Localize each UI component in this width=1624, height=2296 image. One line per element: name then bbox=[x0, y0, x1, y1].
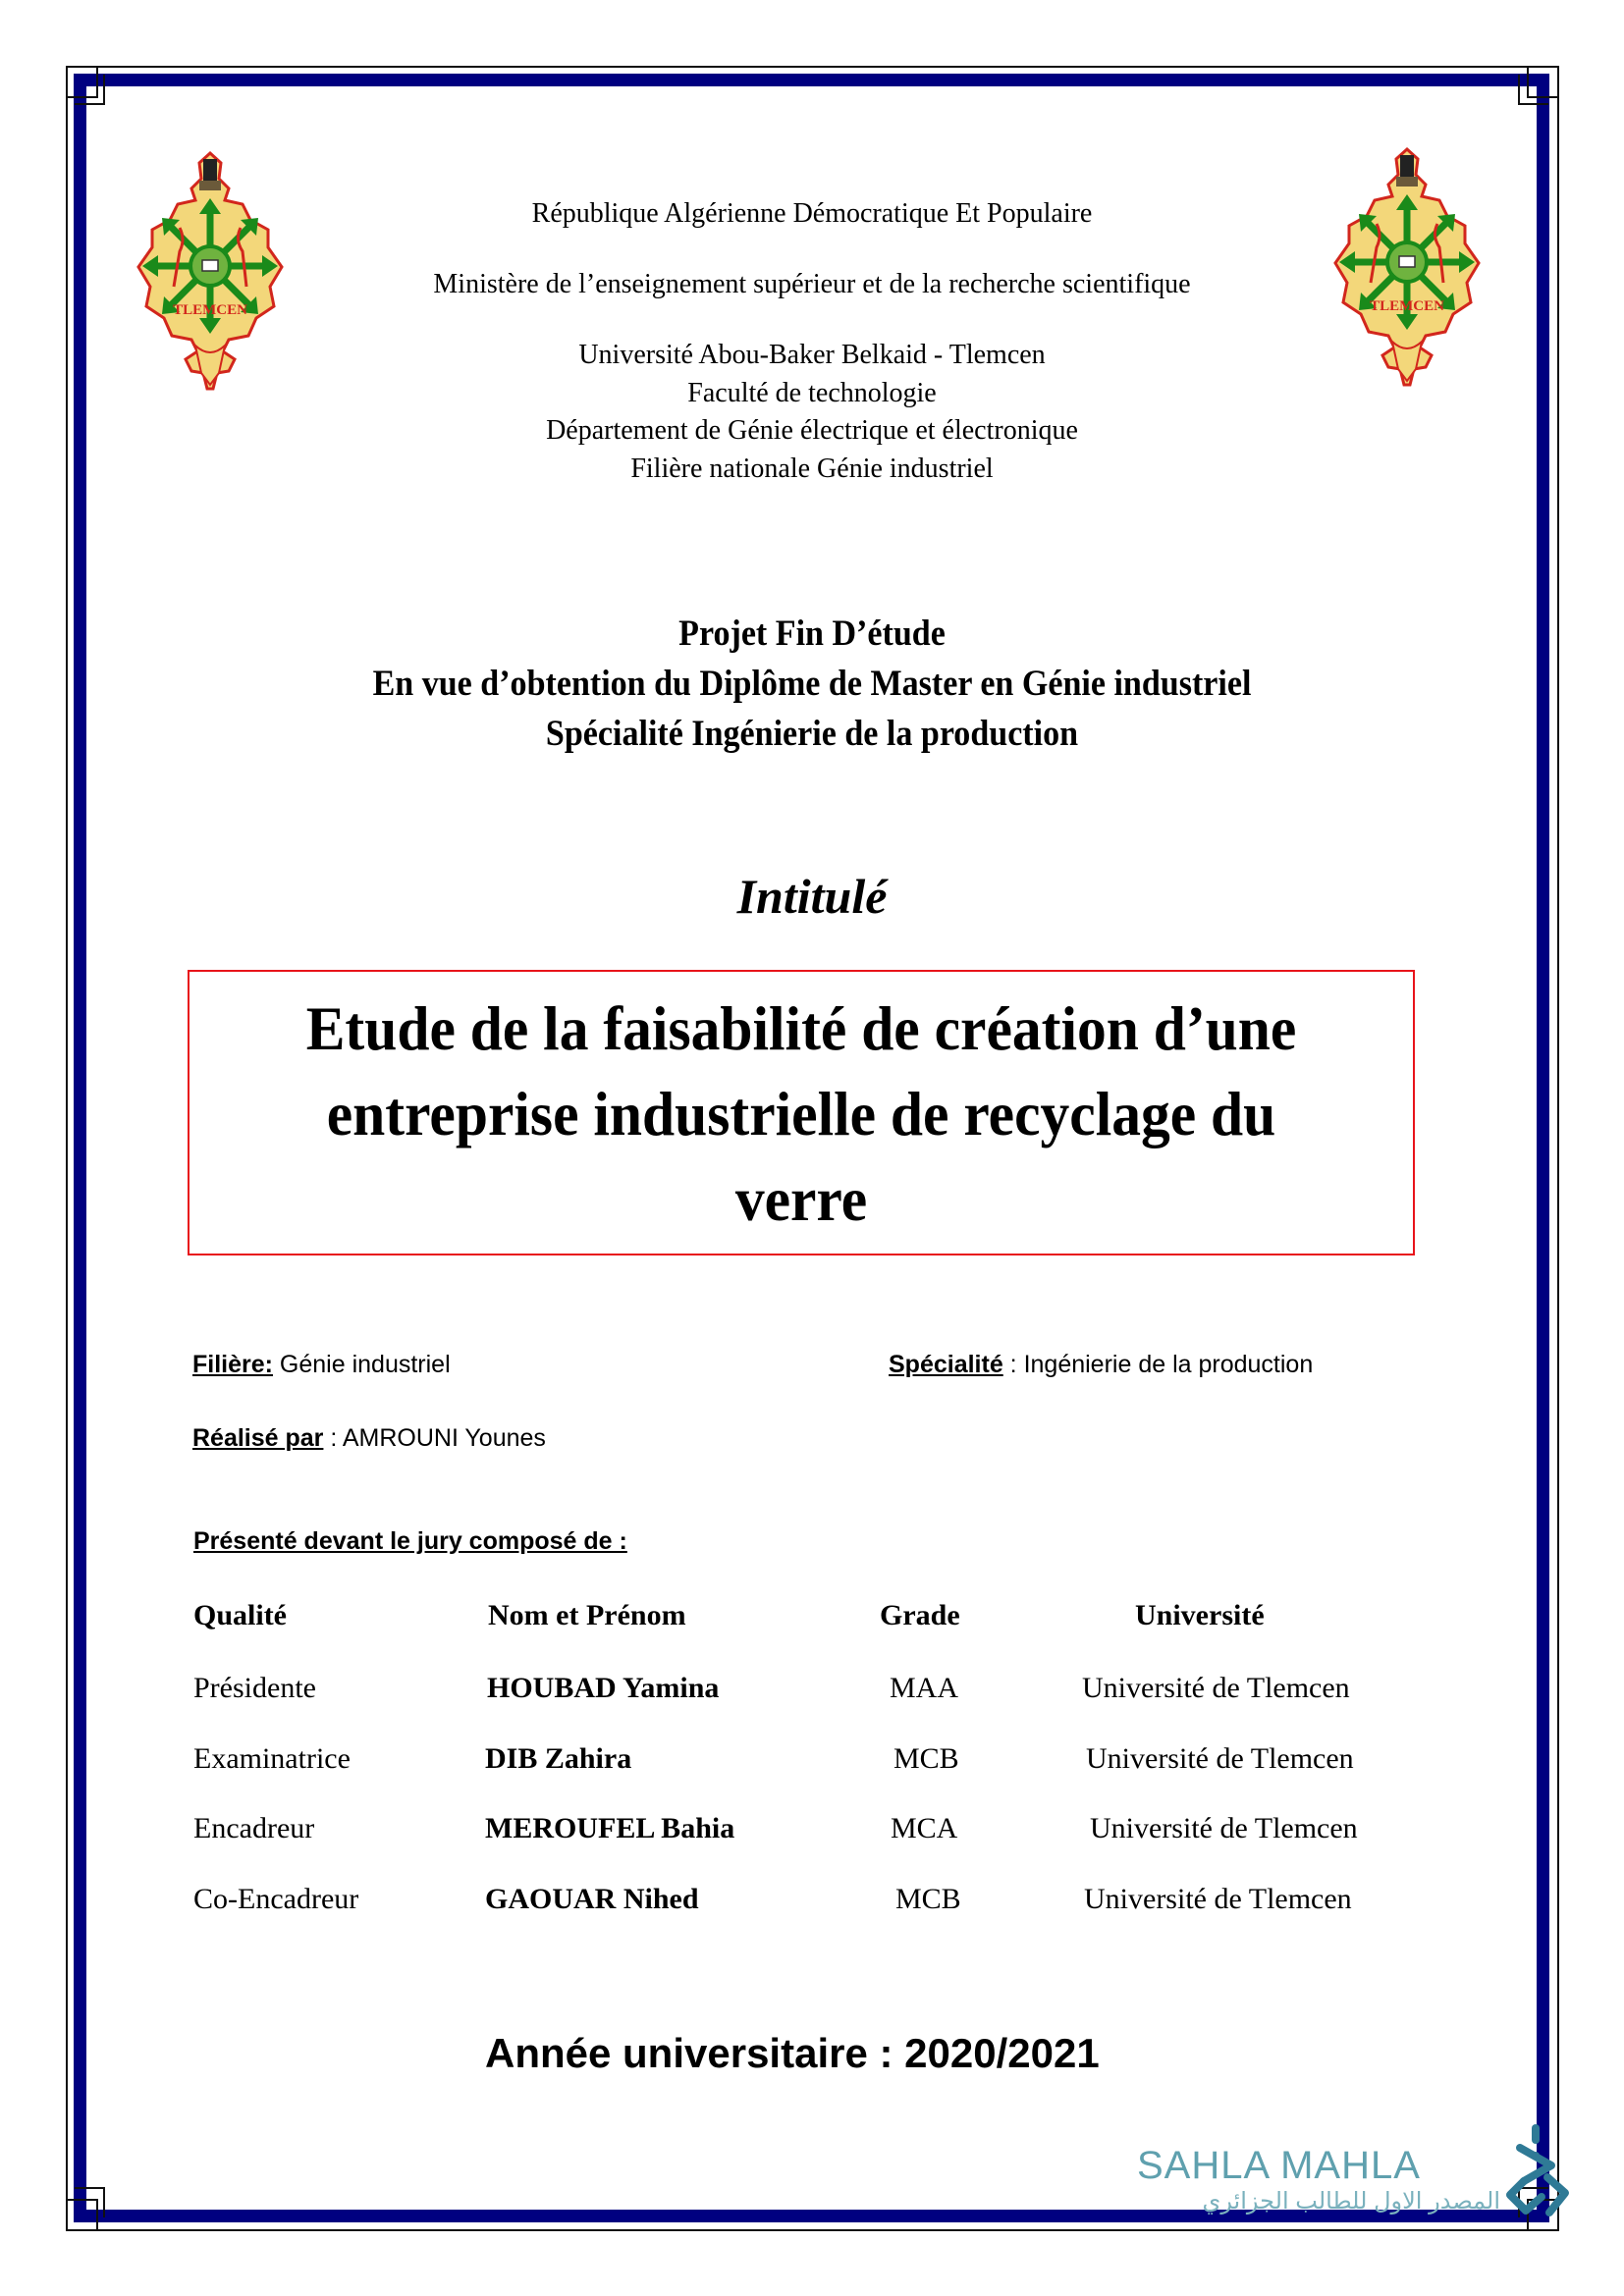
project-line-2: En vue d’obtention du Diplôme de Master en Génie industriel bbox=[372, 664, 1252, 704]
table-row bbox=[0, 1741, 1624, 1777]
filiere-label: Filière: bbox=[192, 1351, 273, 1378]
table-row bbox=[0, 1811, 1624, 1846]
jury-university: Université de Tlemcen bbox=[1086, 1742, 1354, 1775]
header-university: Université bbox=[1135, 1599, 1265, 1631]
jury-grade: MCA bbox=[891, 1812, 958, 1844]
watermark-tagline: المصدر الاول للطالب الجزائري bbox=[1202, 2188, 1500, 2215]
jury-university: Université de Tlemcen bbox=[1082, 1672, 1350, 1704]
realise-par-label: Réalisé par bbox=[192, 1424, 324, 1452]
ministry-line: Ministère de l’enseignement supérieur et de la recherche scientifique bbox=[433, 269, 1191, 299]
jury-label: Présenté devant le jury composé de : bbox=[193, 1527, 627, 1555]
specialite-label: Spécialité bbox=[889, 1351, 1003, 1378]
jury-university: Université de Tlemcen bbox=[1090, 1812, 1358, 1844]
svg-text:TLEMCEN: TLEMCEN bbox=[1370, 298, 1444, 314]
svg-text:TLEMCEN: TLEMCEN bbox=[173, 302, 247, 318]
corner-square-tr-b bbox=[1518, 75, 1548, 105]
table-row bbox=[0, 1671, 1624, 1706]
project-line-3: Spécialité Ingénierie de la production bbox=[545, 714, 1079, 754]
program-line: Filière nationale Génie industriel bbox=[630, 454, 994, 484]
sahla-mahla-logo-icon bbox=[1502, 2120, 1573, 2224]
jury-grade: MCB bbox=[893, 1742, 959, 1775]
jury-name: DIB Zahira bbox=[485, 1742, 632, 1775]
jury-quality: Co-Encadreur bbox=[193, 1883, 359, 1915]
corner-square-bl-b bbox=[75, 2187, 105, 2217]
thesis-title-line-1: Etude de la faisabilité de création d’une bbox=[305, 993, 1297, 1063]
thesis-title-box bbox=[188, 970, 1415, 1255]
thesis-title-line-3: verre bbox=[734, 1164, 868, 1234]
jury-quality: Présidente bbox=[193, 1672, 316, 1704]
thesis-title bbox=[233, 986, 1371, 1242]
border-gap-bottom bbox=[68, 2222, 1553, 2227]
jury-table-header bbox=[0, 1598, 1624, 1633]
intitule-heading: Intitulé bbox=[736, 869, 888, 924]
thesis-title-line-2: entreprise industrielle de recyclage du bbox=[326, 1079, 1276, 1148]
border-blue-top-overlay bbox=[74, 74, 1549, 86]
academic-year: Année universitaire : 2020/2021 bbox=[485, 2030, 1100, 2076]
jury-name: MEROUFEL Bahia bbox=[485, 1812, 735, 1844]
jury-quality: Encadreur bbox=[193, 1812, 315, 1844]
jury-university: Université de Tlemcen bbox=[1084, 1883, 1352, 1915]
filiere-field bbox=[192, 1350, 451, 1379]
jury-name: GAOUAR Nihed bbox=[485, 1883, 699, 1915]
project-line-1: Projet Fin D’étude bbox=[678, 614, 946, 654]
corner-square-tl-b bbox=[75, 75, 105, 105]
jury-grade: MCB bbox=[895, 1883, 961, 1915]
jury-grade: MAA bbox=[890, 1672, 959, 1704]
table-row bbox=[0, 1882, 1624, 1917]
header-quality: Qualité bbox=[193, 1599, 287, 1631]
university-line: Université Abou-Baker Belkaid - Tlemcen bbox=[578, 340, 1046, 370]
header-name: Nom et Prénom bbox=[488, 1599, 686, 1631]
sahla-mahla-watermark bbox=[1137, 2146, 1510, 2216]
watermark-brand: SAHLA MAHLA bbox=[1137, 2144, 1421, 2187]
jury-name: HOUBAD Yamina bbox=[487, 1672, 720, 1704]
specialite-field bbox=[889, 1350, 1313, 1379]
realise-par-field bbox=[192, 1423, 546, 1453]
faculty-line: Faculté de technologie bbox=[687, 378, 937, 408]
jury-quality: Examinatrice bbox=[193, 1742, 351, 1775]
specialite-value: : Ingénierie de la production bbox=[1002, 1351, 1314, 1378]
header-grade: Grade bbox=[880, 1599, 960, 1631]
department-line: Département de Génie électrique et électronique bbox=[546, 415, 1078, 446]
republic-line: République Algérienne Démocratique Et Populaire bbox=[531, 198, 1093, 229]
realise-par-value: : AMROUNI Younes bbox=[323, 1424, 546, 1452]
filiere-value: Génie industriel bbox=[272, 1351, 451, 1378]
